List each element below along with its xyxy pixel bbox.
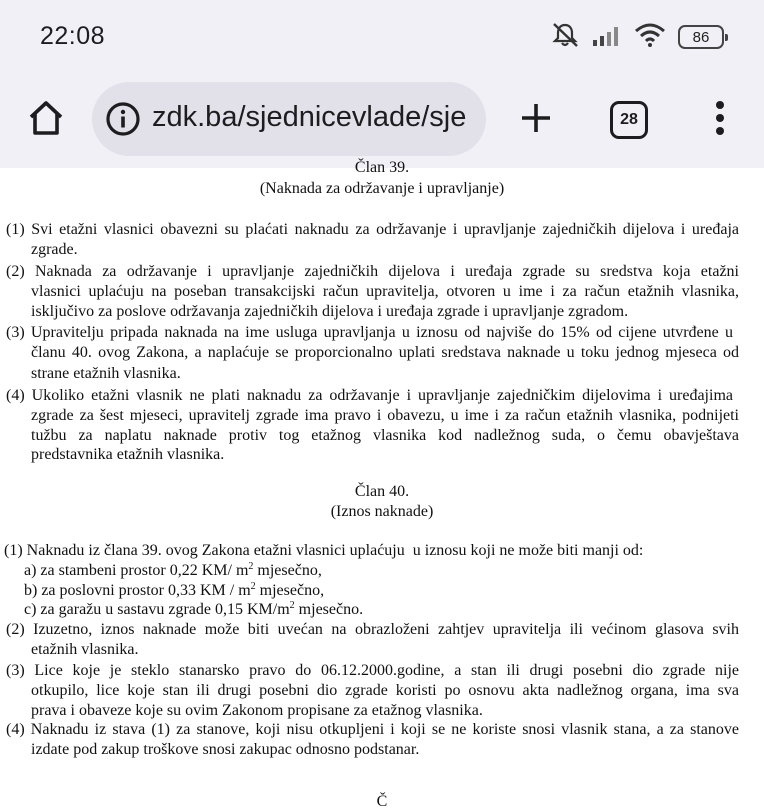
superscript: 2 <box>289 600 295 611</box>
art39-p1-line: (1) Svi etažni vlasnici obavezni su plaćati naknadu za održavanje i upravljanje zajedničkih dijelova i uređaja <box>6 221 739 238</box>
battery-level: 86 <box>692 28 710 46</box>
mute-icon <box>550 22 580 53</box>
home-icon <box>26 98 66 143</box>
art40-p2-line: etažnih vlasnika. <box>31 641 139 658</box>
art40-item-c <box>24 600 624 620</box>
art40-item-b <box>24 581 624 601</box>
more-vert-icon <box>714 100 726 141</box>
art40-p4-line: (4) Naknadu iz stava (1) za stanove, koji nisu otkupljeni i koji se ne koriste snosi vlasnik stana, a za stanove <box>6 721 739 738</box>
superscript: 2 <box>250 581 256 592</box>
status-icons <box>550 24 724 50</box>
art39-p3-line: članu 40. ovog Zakona, a naplaćuje se proporcionalno uplati sredstava naknade u toku jednog mjeseca od <box>31 344 739 361</box>
art40-p3-line: prava i obaveze koje su ovim Zakonom propisane za etažnog vlasnika. <box>31 702 483 719</box>
art39-p4-line: predstavnika etažnih vlasnika. <box>31 446 225 463</box>
art40-item-text: mjesečno, <box>253 562 322 579</box>
art40-p3-line: (3) Lice koje je steklo stanarsko pravo do 06.12.2000.godine, a stan ili drugi posebni dio zgrade nije <box>6 662 739 679</box>
art39-p3-line: (3) Upravitelju pripada naknada na ime usluga upravljanja u iznosu od najviše do 15% od cijene utvrđene u <box>6 324 733 341</box>
plus-icon <box>519 101 553 140</box>
superscript: 2 <box>248 561 254 572</box>
art40-item-a <box>24 561 624 581</box>
art40-item-text: mjesečno, <box>255 582 325 599</box>
art39-p3-line: strane etažnih vlasnika. <box>31 365 181 382</box>
art40-p2-line: (2) Izuzetno, iznos naknade može biti uvećan na obrazloženi zahtjev upravitelja ili većinom glasova svih <box>6 621 739 638</box>
url-text[interactable]: zdk.ba/sjednicevlade/sje <box>152 101 467 133</box>
art40-p4-line: izdate pod zakup troškove snosi zakupac odnosno podstanar. <box>31 741 420 758</box>
art39-p2-line: isključivo za poslove održavanja zajedničkih dijelova i uređaja zgrade i upravljanje zgradom. <box>31 303 629 320</box>
browser-toolbar <box>0 72 764 168</box>
art39-p2-line: vlasnici uplaćuju na poseban transakcijski račun upravitelja, otvoren u ime i za račun etažnih vlasnika, <box>31 283 739 300</box>
art40-p1-intro: (1) Naknadu iz člana 39. ovog Zakona etažni vlasnici uplaćuju u iznosu koji ne može biti manji od: <box>4 542 644 559</box>
article-39-subtitle: (Naknada za održavanje i upravljanje) <box>259 180 505 197</box>
status-time: 22:08 <box>40 22 106 50</box>
info-icon[interactable] <box>104 100 142 138</box>
art39-p1-line: zgrade. <box>31 241 78 258</box>
url-bar[interactable] <box>92 82 486 156</box>
art39-p4-line: zgrade za šest mjeseci, upravitelj zgrade ima pravo i obavezu, u ime i za račun etažnih vlasnika, podnijeti <box>31 407 739 424</box>
wifi-icon <box>634 22 666 53</box>
tabs-icon <box>610 101 648 139</box>
art39-p4-line: (4) Ukoliko etažni vlasnik ne plati naknadu za održavanje i upravljanje zajedničkim dijelovima i uređajima <box>6 387 733 404</box>
article-40-heading: Član 40. <box>354 483 410 500</box>
more-menu-button[interactable] <box>700 94 740 146</box>
status-bar <box>0 0 764 72</box>
art40-item-text: a) za stambeni prostor 0,22 KM/ m <box>24 562 249 579</box>
art40-item-text: b) za poslovni prostor 0,33 KM / m <box>24 582 251 599</box>
signal-icon <box>592 23 622 52</box>
home-button[interactable] <box>20 94 72 146</box>
art40-item-text: c) za garažu u sastavu zgrade 0,15 KM/m <box>24 601 290 618</box>
art39-p4-line: tužbu za naplatu naknade protiv tog etažnog vlasnika kod nadležnog suda, o čemu obavještava <box>31 427 739 444</box>
tabs-button[interactable] <box>605 96 653 144</box>
battery-icon <box>678 25 724 49</box>
new-tab-button[interactable] <box>512 94 560 146</box>
art40-item-text: mjesečno. <box>294 601 364 618</box>
art39-p2-line: (2) Naknada za održavanje i upravljanje zajedničkih dijelova i uređaja zgrade su sredstva koja etažni <box>6 263 739 280</box>
article-40-subtitle: (Iznos naknade) <box>330 503 434 520</box>
art40-p3-line: otkupilo, lice koje stan ili drugi posebni dio zgrade koristi po osnovu akta nadležnog organa, ima sva <box>31 682 739 699</box>
document-view[interactable] <box>0 159 764 810</box>
tab-count: 28 <box>620 111 638 128</box>
article-39-heading: Član 39. <box>354 159 410 176</box>
article-41-heading-partial: Č <box>376 793 388 810</box>
